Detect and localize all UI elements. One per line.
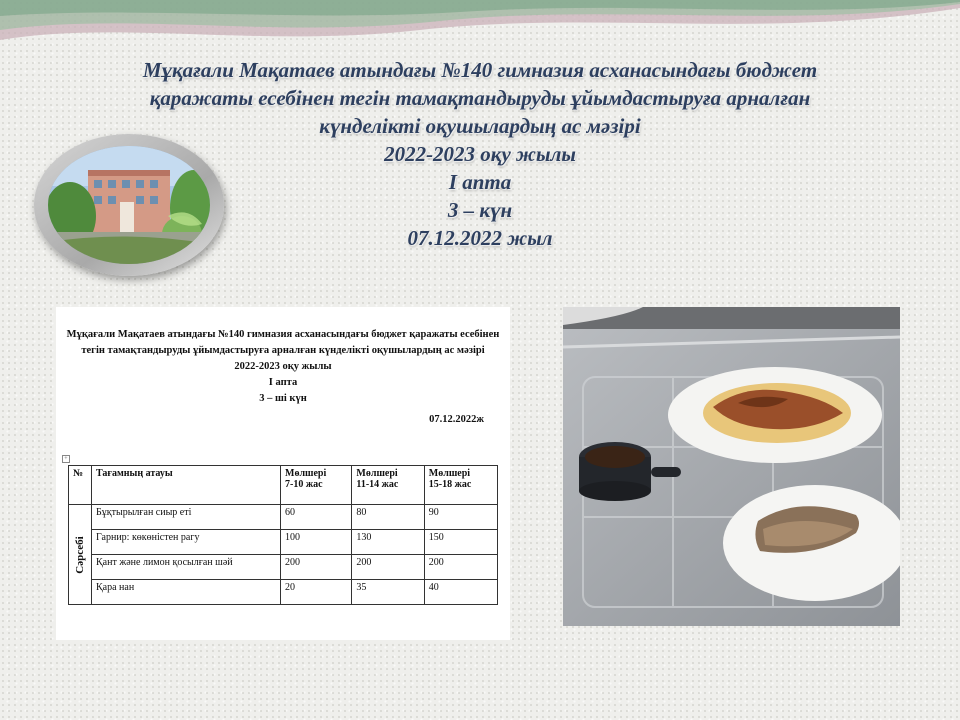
header-age1-label: Мөлшері — [285, 468, 327, 479]
table-row — [69, 555, 498, 580]
title-line-3: күнделікті оқушылардың ас мәзірі — [319, 114, 641, 138]
table-row — [69, 580, 498, 605]
portion-7-10: 100 — [281, 530, 352, 555]
title-line-1: Мұқағали Мақатаев атындағы №140 гимназия асханасындағы бюджет — [142, 58, 818, 82]
portion-15-18: 40 — [424, 580, 497, 605]
title-day: 3 – күн — [447, 198, 513, 222]
portion-15-18: 150 — [424, 530, 497, 555]
header-num: № — [69, 466, 92, 505]
header-age2-label: Мөлшері — [356, 468, 398, 479]
meal-photo — [563, 307, 900, 626]
dish-name: Қара нан — [92, 580, 281, 605]
header-age-7-10 — [281, 466, 352, 505]
school-building-photo — [48, 146, 210, 264]
document-date: 07.12.2022ж — [429, 414, 484, 425]
header-age2-range: 11-14 жас — [356, 479, 399, 490]
header-age3-label: Мөлшері — [428, 468, 471, 479]
menu-document — [56, 307, 510, 640]
portion-11-14: 35 — [352, 580, 424, 605]
day-label: Сәрсебі — [74, 535, 86, 574]
dish-name: Гарнир: көкөністен рагу — [92, 530, 281, 555]
title-school-year: 2022-2023 оқу жылы — [384, 142, 576, 166]
doc-header-week: І апта — [268, 377, 298, 388]
day-cell — [69, 505, 92, 605]
table-row — [69, 505, 498, 530]
portion-15-18: 200 — [424, 555, 497, 580]
portion-7-10: 200 — [281, 555, 352, 580]
portion-11-14: 200 — [352, 555, 424, 580]
title-week: І апта — [448, 170, 512, 194]
doc-header-line-1: Мұқағали Мақатаев атындағы №140 гимназия асханасындағы бюджет қаражаты есебінен — [66, 329, 500, 340]
dish-name: Қант және лимон қосылған шәй — [92, 555, 281, 580]
header-age-15-18 — [424, 466, 497, 505]
doc-header-day: 3 – ші күн — [259, 393, 307, 404]
doc-header-line-2: тегін тамақтандыруды ұйымдастыруға арналған күнделікті оқушылардың ас мәзірі — [81, 345, 485, 356]
doc-header-school-year: 2022-2023 оқу жылы — [234, 361, 332, 372]
table-move-handle-icon: + — [62, 455, 70, 463]
title-line-2: қаражаты есебінен тегін тамақтандыруды ұйымдастыруға арналған — [149, 86, 811, 110]
header-age3-range: 15-18 жас — [428, 479, 472, 490]
header-age-11-14 — [352, 466, 424, 505]
portion-11-14: 80 — [352, 505, 424, 530]
portion-7-10: 60 — [281, 505, 352, 530]
dish-name: Бұқтырылған сиыр еті — [92, 505, 281, 530]
table-header-row — [69, 466, 498, 505]
document-header — [56, 327, 510, 407]
menu-table — [68, 465, 498, 605]
header-age1-range: 7-10 жас — [285, 479, 323, 490]
table-row — [69, 530, 498, 555]
school-photo-frame — [34, 134, 224, 276]
title-date: 07.12.2022 жыл — [407, 226, 553, 250]
portion-11-14: 130 — [352, 530, 424, 555]
portion-15-18: 90 — [424, 505, 497, 530]
portion-7-10: 20 — [281, 580, 352, 605]
header-dish: Тағамның атауы — [92, 466, 281, 505]
